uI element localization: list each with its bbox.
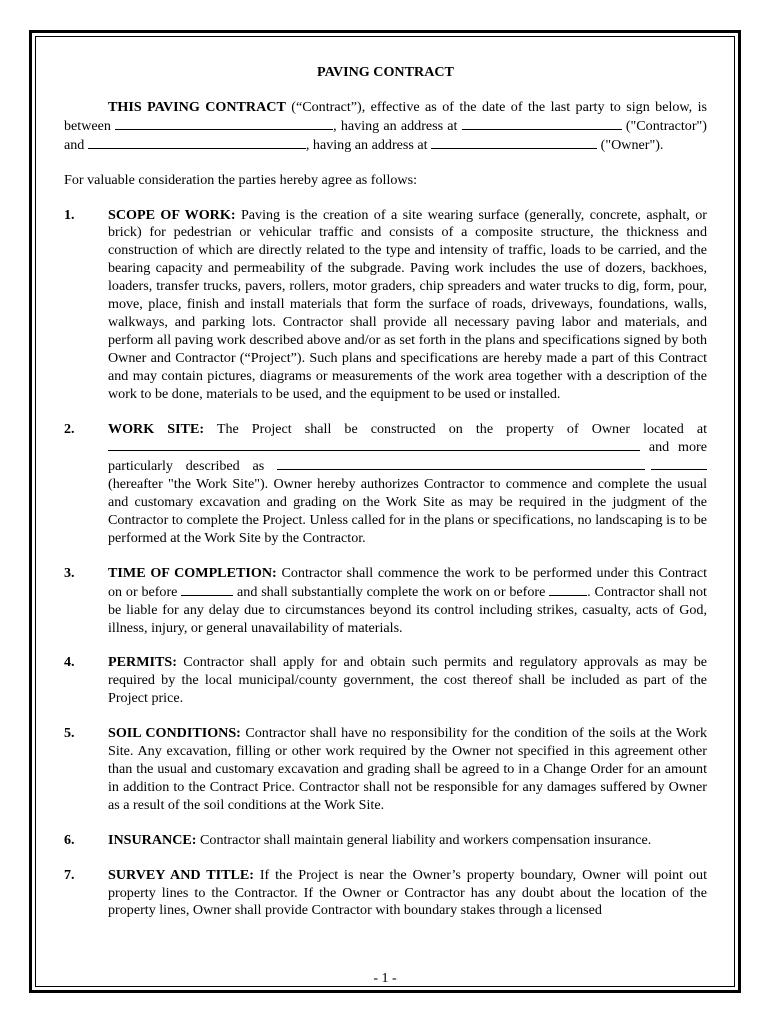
section-text: Paving is the creation of a site wearing surface (generally, concrete, asphalt, or brick) for pedestrian or vehicular traffic and consists of a composite structure, the thickness and construction of which are directly related to the type and intensity of traffic, loads to be carried, and the bearing capacity and permeability of the subgrade. Paving work includes the use of dozers, backhoes, loaders, transfer trucks, pavers, rollers, motor graders, chip spreaders and water trucks to dig, form, pour, move, place, finish and install materials that form the surface of roads, driveways, foundations, walls, walkways, and parking lots. Contractor shall provide all necessary paving labor and materials, and perform all paving work described above and/or as set forth in the plans and specifications signed by both Owner and Contractor (“Project”). Such plans and specifications are hereby made a part of this Contract and may contain pictures, diagrams or measurements of the work area together with a description of the work to be done, materials to be used, and the equipment to be used or installed. (108, 206, 707, 402)
intro-text-3: ("Contractor") and (64, 117, 707, 153)
document-page (64, 64, 707, 937)
completion-date-blank[interactable] (549, 583, 587, 596)
owner-address-blank[interactable] (431, 136, 597, 149)
work-site-description-blank-2[interactable] (651, 457, 707, 470)
section-number: 5. (64, 725, 75, 742)
section-text: and more particularly described as (108, 439, 707, 475)
contractor-address-blank[interactable] (462, 117, 622, 130)
section-heading: TIME OF COMPLETION: (108, 564, 277, 581)
section-heading: INSURANCE: (108, 831, 197, 848)
section-insurance (64, 832, 707, 850)
intro-paragraph (64, 99, 707, 155)
section-time-of-completion (64, 565, 707, 638)
intro-text-1: (“Contract”), effective as of the date of the last party to sign below, is between (64, 98, 707, 134)
section-scope-of-work (64, 207, 707, 404)
owner-name-blank[interactable] (88, 136, 306, 149)
work-site-description-blank[interactable] (277, 457, 645, 470)
section-heading: PERMITS: (108, 654, 177, 671)
section-soil-conditions (64, 725, 707, 815)
section-text: Contractor shall maintain general liability and workers compensation insurance. (196, 831, 652, 848)
start-date-blank[interactable] (181, 583, 233, 596)
section-text: If the Project is near the Owner’s property boundary, Owner will point out property lines to the Contractor. If the Owner or Contractor has any doubt about the location of the property lines, Owner shall provide Contractor with boundary stakes through a licensed (108, 866, 707, 919)
section-heading: SCOPE OF WORK: (108, 206, 236, 223)
intro-text-2: , having an address at (333, 117, 462, 134)
consideration-text: For valuable consideration the parties hereby agree as follows: (64, 171, 418, 188)
section-survey-and-title (64, 867, 707, 921)
intro-text-4: , having an address at (305, 136, 432, 153)
section-number: 1. (64, 206, 75, 223)
section-text: . Contractor shall not be liable for any delay due to circumstances beyond its control including strikes, casualty, acts of God, illness, injury, or general unavailability of materials. (108, 583, 707, 636)
intro-lead: THIS PAVING CONTRACT (108, 98, 286, 115)
section-text: Contractor shall have no responsibility for the condition of the soils at the Work Site. Any excavation, filling or other work required by the Owner not specified in this agreement other than the usual and customary excavation and grading shall be agreed to in a Change Order for an amount in addition to the Contract Price. Contractor shall not be responsible for any damages suffered by Owner as a result of the soil conditions at the Work Site. (108, 725, 707, 813)
work-site-location-blank[interactable] (108, 438, 640, 451)
section-heading: SOIL CONDITIONS: (108, 725, 241, 742)
section-number: 3. (64, 564, 75, 581)
section-number: 6. (64, 831, 75, 848)
section-number: 2. (64, 420, 75, 437)
section-number: 4. (64, 654, 75, 671)
document-title: PAVING CONTRACT (317, 64, 454, 80)
intro-text-5: ("Owner"). (597, 136, 664, 153)
section-heading: WORK SITE: (108, 420, 205, 437)
section-text: (hereafter "the Work Site"). Owner hereby authorizes Contractor to commence and complete the usual and customary excavation and grading on the Work Site as may be required in the judgment of the Contractor to complete the Project. Unless called for in the plans or specifications, no landscaping is to be performed at the Work Site by the Contractor. (108, 476, 707, 546)
section-permits (64, 654, 707, 708)
section-number: 7. (64, 866, 75, 883)
section-text: and shall substantially complete the work on or before (233, 583, 550, 600)
page-number: - 1 - (373, 971, 397, 986)
contractor-name-blank[interactable] (115, 117, 333, 130)
section-text: Contractor shall apply for and obtain such permits and regulatory approvals as may be required by the local municipal/county government, the cost thereof shall be included as part of the Project price. (108, 654, 707, 707)
section-work-site (64, 421, 707, 548)
section-text: Contractor shall commence the work to be performed under this Contract on or before (108, 564, 708, 600)
section-heading: SURVEY AND TITLE: (108, 866, 254, 883)
section-text: The Project shall be constructed on the property of Owner located at (204, 420, 707, 437)
